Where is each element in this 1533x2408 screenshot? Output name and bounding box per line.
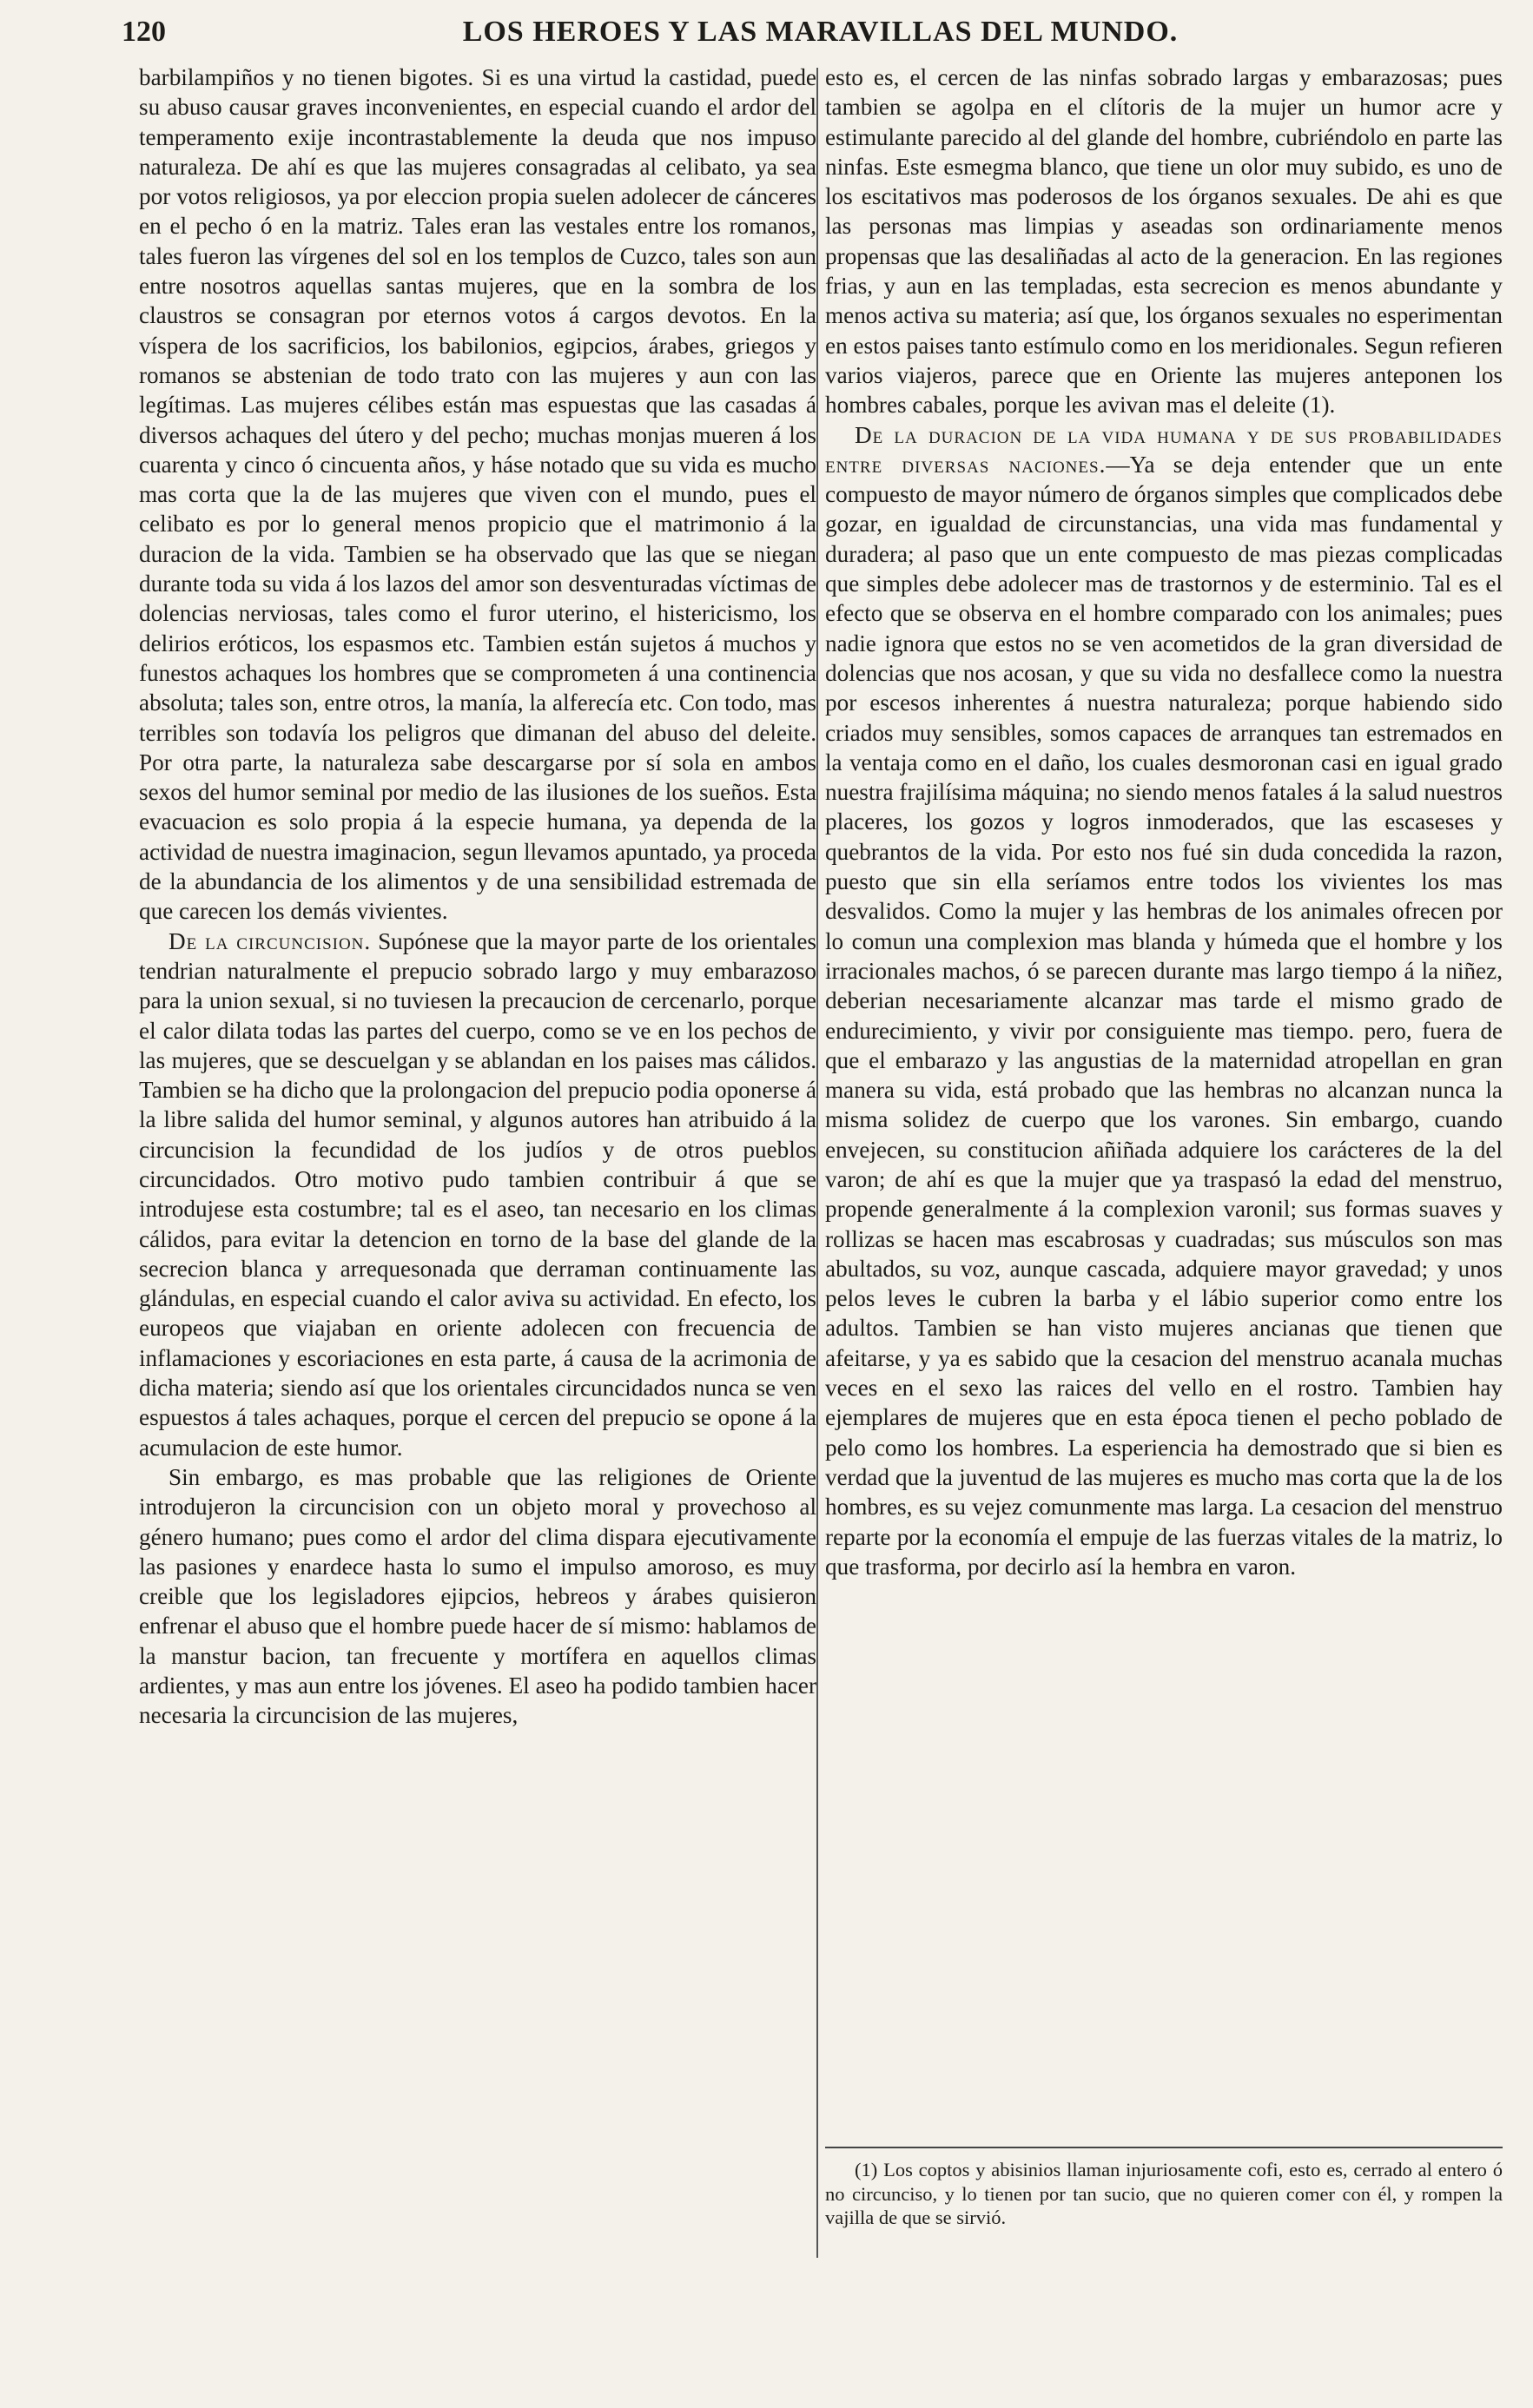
column-divider: [816, 68, 818, 2258]
footnote: [825, 2158, 1503, 2230]
footnote-text: Los coptos y abisinios llaman injuriosamente cofi, esto es, cerrado al entero ó no circunciso, y lo tienen por tan sucio, que no quieren comer con él, y rompen la vajilla de que se sirvió.: [825, 2159, 1503, 2229]
section-heading-lifespan: De la duracion de la vida humana y de sus probabilidades entre diversas naciones.: [825, 421, 1503, 478]
footnote-divider: [825, 2147, 1503, 2148]
paragraph-lifespan-text: —Ya se deja entender que un ente compuesto de mayor número de órganos simples que complicados debe gozar, en igualdad de circunstancias, una vida mas fundamental y duradera; al paso que un ente compuesto de mas piezas complicadas que simples debe adolecer mas de trastornos y de esterminio. Tal es el efecto que se observa en el hombre comparado con los animales; pues nadie ignora que estos no se ven acometidos de la gran diversidad de dolencias que nos acosan, y que su vida no desfallece como la nuestra por escesos inherentes á nuestra naturaleza; porque habiendo sido criados muy sensibles, somos capaces de arranques tan estremados en la ventaja como en el daño, los cuales desmoronan casi en igual grado nuestra frajilísima máquina; no siendo menos fatales á la salud nuestros placeres, los gozos y logros inmoderados, que las escaseses y quebrantos de la vida. Por esto nos fué sin duda concedida la razon, puesto que sin ella seríamos entre todos los vivientes los mas desvalidos. Como la mujer y las hembras de los animales ofrecen por lo comun una complexion mas blanda y húmeda que el hombre y los irracionales machos, ó se parecen durante mas largo tiempo á la niñez, deberian necesariamente alcanzar mas tarde el mismo grado de endurecimiento, y vivir por consiguiente mas tiempo. pero, fuera de que el embarazo y las angustias de la maternidad atropellan en gran manera su vida, está probado que las hembras no alcanzan nunca la misma solidez de cuerpo que los varones. Sin embargo, cuando envejecen, su constitucion añiñada adquiere los carácteres de la del varon; de ahí es que la mujer que ya traspasó la edad del menstruo, propende generalmente á la complexion varonil; sus formas suaves y rollizas se hacen mas escabrosas y cuadradas; sus músculos son mas abultados, su voz, aunque cascada, adquiere mayor gravedad; y unos pelos leves le cubren la barba y el lábio superior como entre los adultos. Tambien se han visto mujeres ancianas que tienen que afeitarse, y ya es sabido que la cesacion del menstruo acanala muchas veces en el sexo las raices del vello en el rostro. Tambien hay ejemplares de mujeres que en esta época tienen el pecho poblado de pelo como los hombres. La esperiencia ha demostrado que si bien es verdad que la juventud de las mujeres es mucho mas corta que la de los hombres, es su vejez comunmente mas larga. La cesacion del menstruo reparte por la economía el empuje de las fuerzas vitales de la matriz, lo que trasforma, por decirlo así la hembra en varon.: [825, 451, 1503, 1580]
paragraph-religion: Sin embargo, es mas probable que las religiones de Oriente introdujeron la circuncision con un objeto moral y provechoso al género humano; pues como el ardor del clima dispara ejecutivamente las pasiones y enardece hasta lo sumo el impulso amoroso, es muy creible que los legisladores ejipcios, hebreos y árabes quisieron enfrenar el abuso que el hombre puede hacer de sí mismo: hablamos de la manstur bacion, tan frecuente y mortífera en aquellos climas ardientes, y mas aun entre los jóvenes. El aseo ha podido tambien hacer necesaria la circuncision de las mujeres,: [139, 1463, 816, 1729]
paragraph-esmegma: esto es, el cercen de las ninfas sobrado largas y embarazosas; pues tambien se agolpa en el clítoris de la mujer un humor acre y estimulante parecido al del glande del hombre, cubriéndolo en parte las ninfas. Este esmegma blanco, que tiene un olor muy subido, es uno de los escitativos mas poderosos de los órganos sexuales. De ahi es que las personas mas limpias y aseadas son ordinariamente menos propensas que las desaliñadas al acto de la generacion. En las regiones frias, y aun en las templadas, esta secrecion es menos abundante y menos activa su materia; así que, los órganos sexuales no esperimentan en estos paises tanto estímulo como en los meridionales. Segun refieren varios viajeros, parece que en Oriente las mujeres anteponen los hombres cabales, porque les avivan mas el deleite (1).: [825, 64, 1503, 419]
left-column: [139, 63, 816, 1731]
footnote-marker: (1): [855, 2159, 878, 2180]
paragraph-circumcision: [139, 927, 816, 1462]
right-column: [825, 63, 1503, 1581]
page-header: [122, 16, 1519, 54]
section-heading-circumcision: De la circuncision.: [168, 927, 372, 954]
paragraph-lifespan: [825, 420, 1503, 1582]
paragraph-circumcision-text: Supónese que la mayor parte de los orientales tendrian naturalmente el prepucio sobrado largo y muy embarazoso para la union sexual, si no tuviesen la precaucion de cercenarlo, porque el calor dilata todas las partes del cuerpo, como se ve en los pechos de las mujeres, que se descuelgan y se ablandan en los paises mas cálidos. Tambien se ha dicho que la prolongacion del prepucio podia oponerse á la libre salida del humor seminal, y algunos autores han atribuido á la circuncision la fecundidad de los judíos y de otros pueblos circuncidados. Otro motivo pudo tambien contribuir á que se introdujese esta costumbre; tal es el aseo, tan necesario en los climas cálidos, para evitar la detencion en torno de la base del glande de la secrecion blanca y arrequesonada que derraman continuamente las glándulas, en especial cuando el calor aviva su actividad. En efecto, los europeos que viajaban en oriente adolecen con frecuencia de inflamaciones y escoriaciones en esta parte, á causa de la acrimonia de dicha materia; siendo así que los orientales circuncidados nunca se ven espuestos á tales achaques, porque el cercen del prepucio se opone á la acumulacion de este humor.: [139, 927, 816, 1461]
running-title: LOS HEROES Y LAS MARAVILLAS DEL MUNDO.: [462, 16, 1179, 48]
paragraph-celibacy: barbilampiños y no tienen bigotes. Si es una virtud la castidad, puede su abuso causar graves inconvenientes, en especial cuando el ardor del temperamento exije incontrastablemente la deuda que nos impuso naturaleza. De ahí es que las mujeres consagradas al celibato, ya sea por votos religiosos, ya por eleccion propia suelen adolecer de cánceres en el pecho ó en la matriz. Tales eran las vestales entre los romanos, tales fueron las vírgenes del sol en los templos de Cuzco, tales son aun entre nosotros aquellas santas mujeres, que en la sombra de los claustros se consagran por eternos votos á cargos devotos. En la víspera de los sacrificios, los babilonios, egipcios, árabes, griegos y romanos se abstenian de todo trato con las mujeres y aun con las legítimas. Las mujeres célibes están mas espuestas que las casadas á diversos achaques del útero y del pecho; muchas monjas mueren á los cuarenta y cinco ó cincuenta años, y háse notado que su vida es mucho mas corta que la de las mujeres que viven con el mundo, pues el celibato es por lo general menos propicio que el matrimonio á la duracion de la vida. Tambien se ha observado que las que se niegan durante toda su vida á los lazos del amor son desventuradas víctimas de dolencias nerviosas, tales como el furor uterino, el histericismo, los delirios eróticos, los espasmos etc. Tambien están sujetos á muchos y funestos achaques los hombres que se comprometen á una continencia absoluta; tales son, entre otros, la manía, la alferecía etc. Con todo, mas terribles son todavía los peligros que dimanan del abuso del deleite. Por otra parte, la naturaleza sabe descargarse por sí sola en ambos sexos del humor seminal por medio de las ilusiones de los sueños. Esta evacuacion es solo propia á la especie humana, ya dependa de la actividad de nuestra imaginacion, segun llevamos apuntado, ya proceda de la abundancia de los alimentos y de una sensibilidad estremada de que carecen los demás vivientes.: [139, 64, 816, 925]
page-number: 120: [122, 16, 166, 48]
